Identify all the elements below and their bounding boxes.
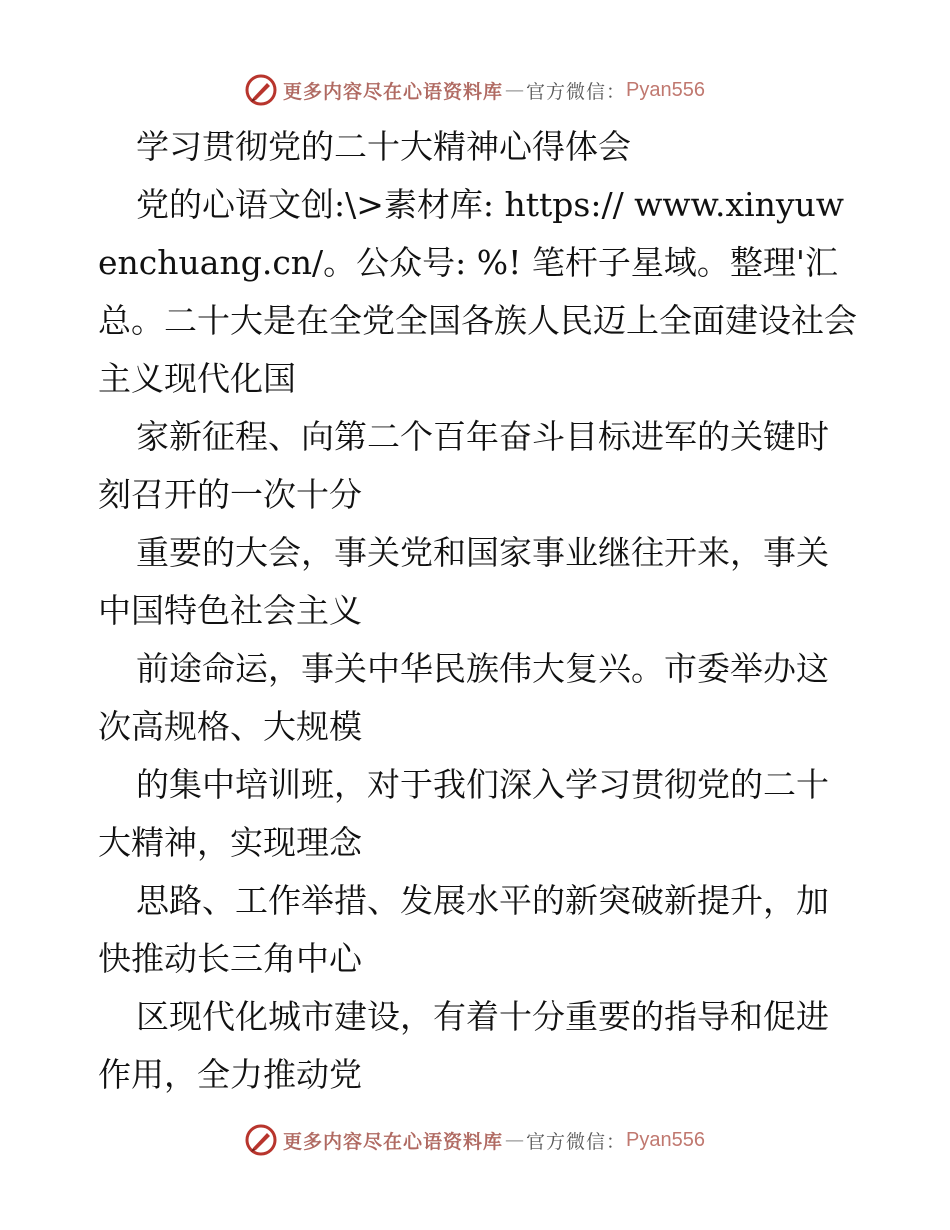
watermark-wechat-label: 官方微信： [526, 80, 627, 103]
pen-logo-icon [245, 74, 277, 106]
paragraph: 思路、工作举措、发展水平的新突破新提升，加快推动长三角中心 [98, 881, 829, 978]
document-body [98, 118, 858, 1104]
watermark-wechat-label: 官方微信： [526, 1130, 627, 1153]
paragraph: 前途命运，事关中华民族伟大复兴。市委举办这次高规格、大规模 [98, 649, 829, 746]
watermark-separator: — [505, 1129, 525, 1151]
document-title: 学习贯彻党的二十大精神心得体会 [136, 127, 631, 166]
watermark-brand: 更多内容尽在心语资料库 [283, 1130, 504, 1153]
header-watermark [0, 70, 950, 110]
pen-logo-icon [245, 1124, 277, 1156]
paragraph: 家新征程、向第二个百年奋斗目标进军的关键时刻召开的一次十分 [98, 417, 829, 514]
footer-watermark [0, 1120, 950, 1160]
paragraph: 的集中培训班，对于我们深入学习贯彻党的二十大精神，实现理念 [98, 765, 829, 862]
paragraph: 重要的大会，事关党和国家事业继往开来，事关中国特色社会主义 [98, 533, 829, 630]
paragraph: 区现代化城市建设，有着十分重要的指导和促进作用，全力推动党 [98, 997, 829, 1094]
watermark-brand: 更多内容尽在心语资料库 [283, 80, 504, 103]
watermark-wechat-id: Pyan556 [626, 78, 705, 101]
watermark-wechat-id: Pyan556 [626, 1128, 705, 1151]
watermark-separator: — [505, 79, 525, 101]
paragraph: 党的心语文创:\>素材库: https:// www.xinyuwenchuang.cn/。公众号: %! 笔杆子星域。整理'汇总。二十大是在全党全国各族人民迈上全面建设社会主义现代化国 [98, 185, 857, 398]
